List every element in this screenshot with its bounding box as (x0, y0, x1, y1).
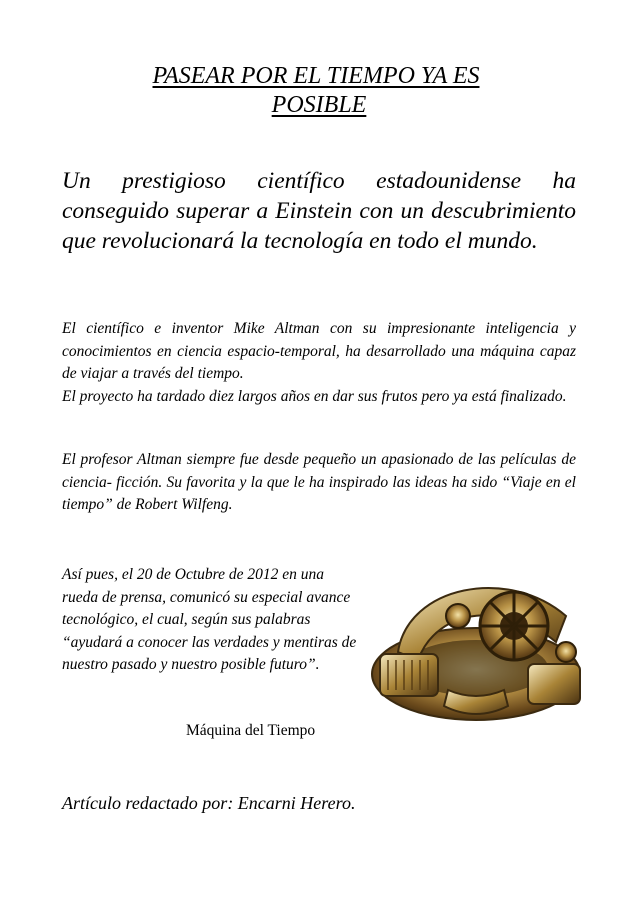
article-paragraph-1 (62, 318, 576, 408)
article-paragraph-3: El profesor Altman siempre fue desde pequeño un apasionado de las películas de ciencia- ficción. Su favorita y la que le ha inspirado las ideas ha sido “Viaje en el tiempo” de Robert Wilfeng. (62, 451, 576, 513)
title-line-2: POSIBLE (271, 92, 367, 118)
paragraph-2-text: El proyecto ha tardado diez largos años en dar sus frutos pero ya está finalizado. (62, 387, 567, 405)
image-caption: Máquina del Tiempo (186, 722, 316, 739)
article-author-line: Artículo redactado por: Encarni Herero. (62, 793, 356, 813)
title-line-1: PASEAR POR EL TIEMPO YA ES (152, 63, 480, 89)
article-title (62, 62, 576, 120)
paragraph-1-text: El científico e inventor Mike Altman con su impresionante inteligencia y conocimientos en ciencia espacio-temporal, ha desarrollado una máquina capaz de viajar a través del tiempo. (62, 320, 576, 382)
article-lead: Un prestigioso científico estadounidense ha conseguido superar a Einstein con un descubrimiento que revolucionará la tecnología en todo el mundo. (62, 168, 576, 254)
article-paragraph-4: Así pues, el 20 de Octubre de 2012 en una rueda de prensa, comunicó su especial avance tecnológico, el cual, según sus palabras “ayudará a conocer las verdades y mentiras de nuestro pasado y nuestro posible futuro”. (62, 566, 357, 673)
time-machine-image (358, 556, 594, 726)
